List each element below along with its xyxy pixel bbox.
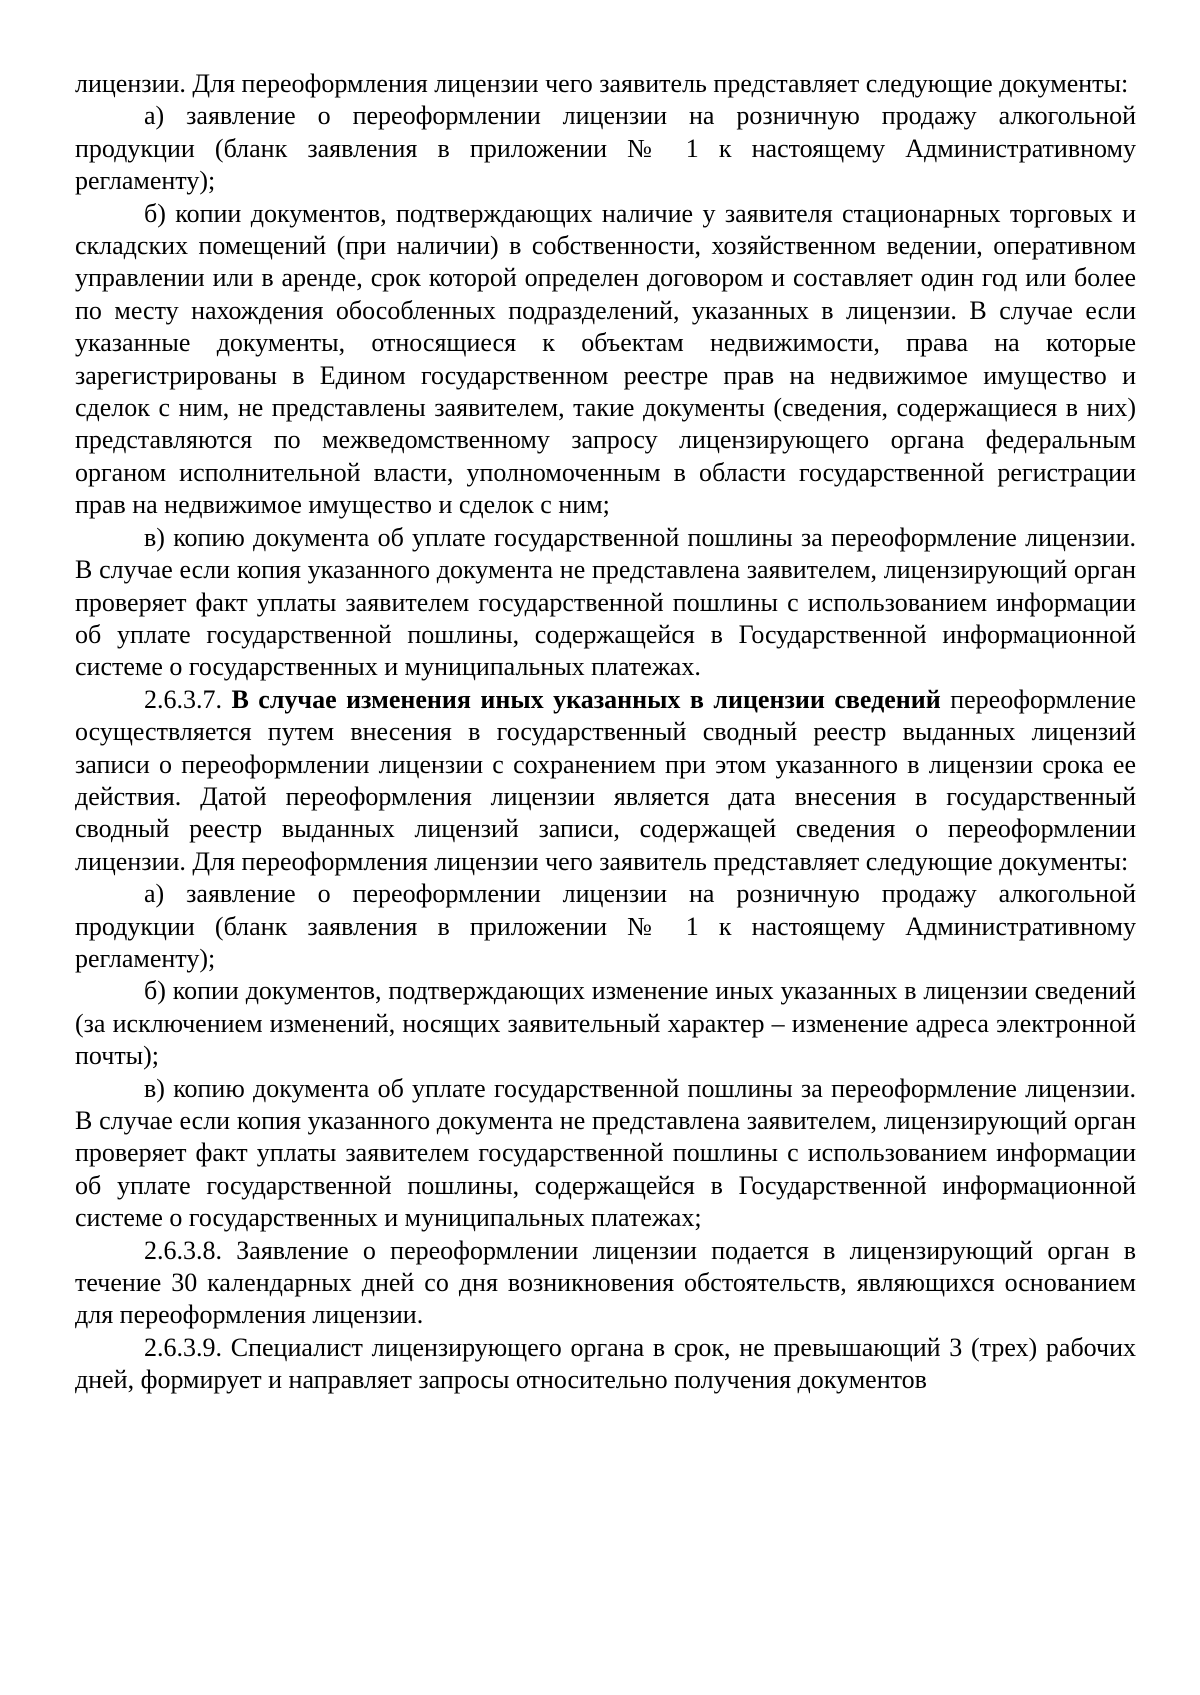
paragraph-item-a-2: а) заявление о переоформлении лицензии на розничную продажу алкогольной продукции (бланк заявления в приложении № 1 к настоящему Административному регламенту); — [75, 879, 1136, 973]
paragraph-item-b-2: б) копии документов, подтверждающих изменение иных указанных в лицензии сведений (за исключением изменений, носящих заявительный характер – изменение адреса электронной почты); — [75, 976, 1136, 1071]
paragraph-item-a: а) заявление о переоформлении лицензии на розничную продажу алкогольной продукции (бланк заявления в приложении № 1 к настоящему Административному регламенту); — [75, 101, 1136, 196]
paragraph-item-b: б) копии документов, подтверждающих наличие у заявителя стационарных торговых и складских помещений (при наличии) в собственности, хозяйственном ведении, оперативном управлении или в аренде, срок которой определен договором и составляет один год или более по месту нахождения обособленных подразделений, указанных в лицензии. В случае если указанные документы, относящиеся к объектам недвижимости, права на которые зарегистрированы в Едином государственном реестре прав на недвижимое имущество и сделок с ним, не представлены заявителем, такие документы (сведения, содержащиеся в них) представляются по межведомственному запросу лицензирующего органа федеральным органом исполнительной власти, уполномоченным в области государственной регистрации прав на недвижимое имущество и сделок с ним; — [75, 198, 1136, 520]
paragraph-2-6-3-9: 2.6.3.9. Специалист лицензирующего органа в срок, не превышающий 3 (трех) рабочих дней, формирует и направляет запросы относительно получения документов — [75, 1332, 1136, 1395]
section-number: 2.6.3.7. — [144, 684, 222, 714]
paragraph-2-6-3-8: 2.6.3.8. Заявление о переоформлении лицензии подается в лицензирующий орган в течение 30 календарных дней со дня возникновения обстоятельств, являющихся основанием для переоформления лицензии. — [75, 1235, 1136, 1330]
paragraph-continuation: лицензии. Для переоформления лицензии чего заявитель представляет следующие документы: — [75, 69, 1129, 98]
paragraph-item-v: в) копию документа об уплате государственной пошлины за переоформление лицензии. В случае если копия указанного документа не представлена заявителем, лицензирующий орган проверяет факт уплаты заявителем государственной пошлины с использованием информации об уплате государственной пошлины, содержащейся в Государственной информационной системе о государственных и муниципальных платежах. — [75, 522, 1136, 682]
section-body: переоформление осуществляется путем внесения в государственный сводный реестр выданных лицензий записи о переоформлении лицензии с сохранением при этом указанного в лицензии срока ее действия. Датой переоформления лицензии является дата внесения в государственный сводный реестр выданных лицензий записи, содержащей сведения о переоформлении лицензии. Для переоформления лицензии чего заявитель представляет следующие документы: — [75, 684, 1136, 876]
paragraph-2-6-3-7 — [75, 684, 1136, 878]
section-bold-heading: В случае изменения иных указанных в лицензии сведений — [231, 684, 941, 714]
paragraph-item-v-2: в) копию документа об уплате государственной пошлины за переоформление лицензии. В случае если копия указанного документа не представлена заявителем, лицензирующий орган проверяет факт уплаты заявителем государственной пошлины с использованием информации об уплате государственной пошлины, содержащейся в Государственной информационной системе о государственных и муниципальных платежах; — [75, 1073, 1136, 1233]
